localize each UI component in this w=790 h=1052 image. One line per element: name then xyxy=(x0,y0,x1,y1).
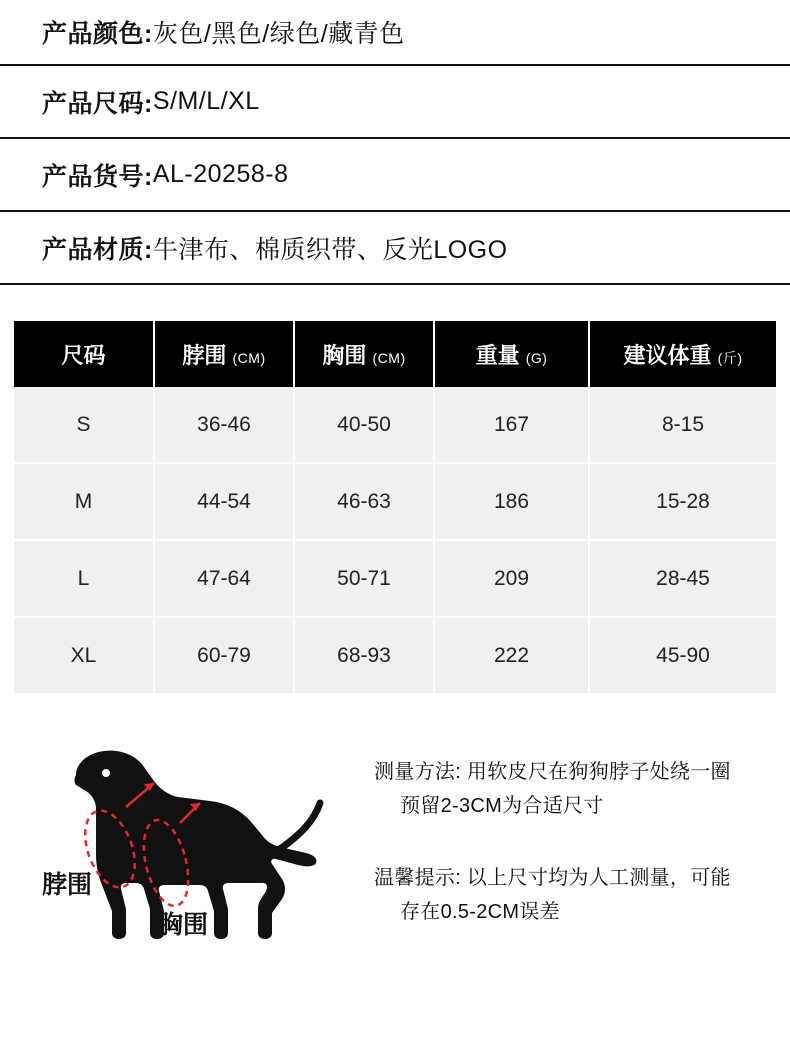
table-cell: 15-28 xyxy=(589,463,776,540)
measure-guide-section xyxy=(0,737,790,967)
header-unit: (CM) xyxy=(372,349,406,366)
size-table-wrapper xyxy=(14,321,776,693)
neck-label: 脖围 xyxy=(42,871,93,899)
note-line: 存在0.5-2CM误差 xyxy=(400,901,560,923)
note-line: 温馨提示: 以上尺寸均为人工测量，可能 xyxy=(374,867,731,889)
spec-row xyxy=(0,212,790,285)
table-header-cell xyxy=(589,321,776,387)
table-cell: 46-63 xyxy=(294,463,434,540)
table-header-cell xyxy=(154,321,294,387)
table-cell: 209 xyxy=(434,540,589,617)
table-cell: 50-71 xyxy=(294,540,434,617)
table-cell: 60-79 xyxy=(154,617,294,693)
table-cell: 68-93 xyxy=(294,617,434,693)
table-row xyxy=(14,463,776,540)
notes-area xyxy=(364,737,776,967)
header-text: 脖围 xyxy=(182,342,227,368)
header-text: 胸围 xyxy=(322,342,367,368)
table-header-cell xyxy=(294,321,434,387)
spec-row xyxy=(0,66,790,139)
spec-label: 产品货号: xyxy=(42,162,153,191)
table-cell: 44-54 xyxy=(154,463,294,540)
table-cell: 8-15 xyxy=(589,387,776,463)
table-cell: M xyxy=(14,463,154,540)
header-text: 尺码 xyxy=(61,342,106,368)
spec-list xyxy=(0,0,790,285)
table-cell: S xyxy=(14,387,154,463)
header-text: 重量 xyxy=(475,342,520,368)
table-row xyxy=(14,387,776,463)
table-cell: 167 xyxy=(434,387,589,463)
header-unit: (G) xyxy=(525,349,548,366)
table-header-cell xyxy=(434,321,589,387)
warm-tip-note xyxy=(374,861,776,929)
spec-value: AL-20258-8 xyxy=(152,160,289,188)
spec-label: 产品尺码: xyxy=(42,89,153,118)
spec-value: 灰色/黑色/绿色/藏青色 xyxy=(152,20,405,48)
note-line: 测量方法: 用软皮尺在狗狗脖子处绕一圈 xyxy=(374,761,731,783)
table-cell: 186 xyxy=(434,463,589,540)
chest-label: 胸围 xyxy=(158,911,209,939)
spec-row xyxy=(0,139,790,212)
size-table xyxy=(14,321,776,693)
spec-row xyxy=(0,0,790,66)
spec-label: 产品材质: xyxy=(42,235,153,264)
header-unit: (斤) xyxy=(717,349,743,366)
table-row xyxy=(14,617,776,693)
table-cell: 222 xyxy=(434,617,589,693)
table-cell: 40-50 xyxy=(294,387,434,463)
spec-value: S/M/L/XL xyxy=(152,87,260,115)
note-line: 预留2-3CM为合适尺寸 xyxy=(400,795,604,817)
table-header-row xyxy=(14,321,776,387)
table-cell: 47-64 xyxy=(154,540,294,617)
table-cell: 28-45 xyxy=(589,540,776,617)
measure-method-note xyxy=(374,755,776,823)
spec-value: 牛津布、棉质织带、反光LOGO xyxy=(152,235,508,264)
table-cell: 36-46 xyxy=(154,387,294,463)
table-cell: L xyxy=(14,540,154,617)
spec-label: 产品颜色: xyxy=(42,20,153,48)
table-cell: 45-90 xyxy=(589,617,776,693)
table-header-cell xyxy=(14,321,154,387)
dog-diagram xyxy=(14,737,364,967)
table-row xyxy=(14,540,776,617)
table-cell: XL xyxy=(14,617,154,693)
header-text: 建议体重 xyxy=(623,342,712,368)
header-unit: (CM) xyxy=(232,349,266,366)
